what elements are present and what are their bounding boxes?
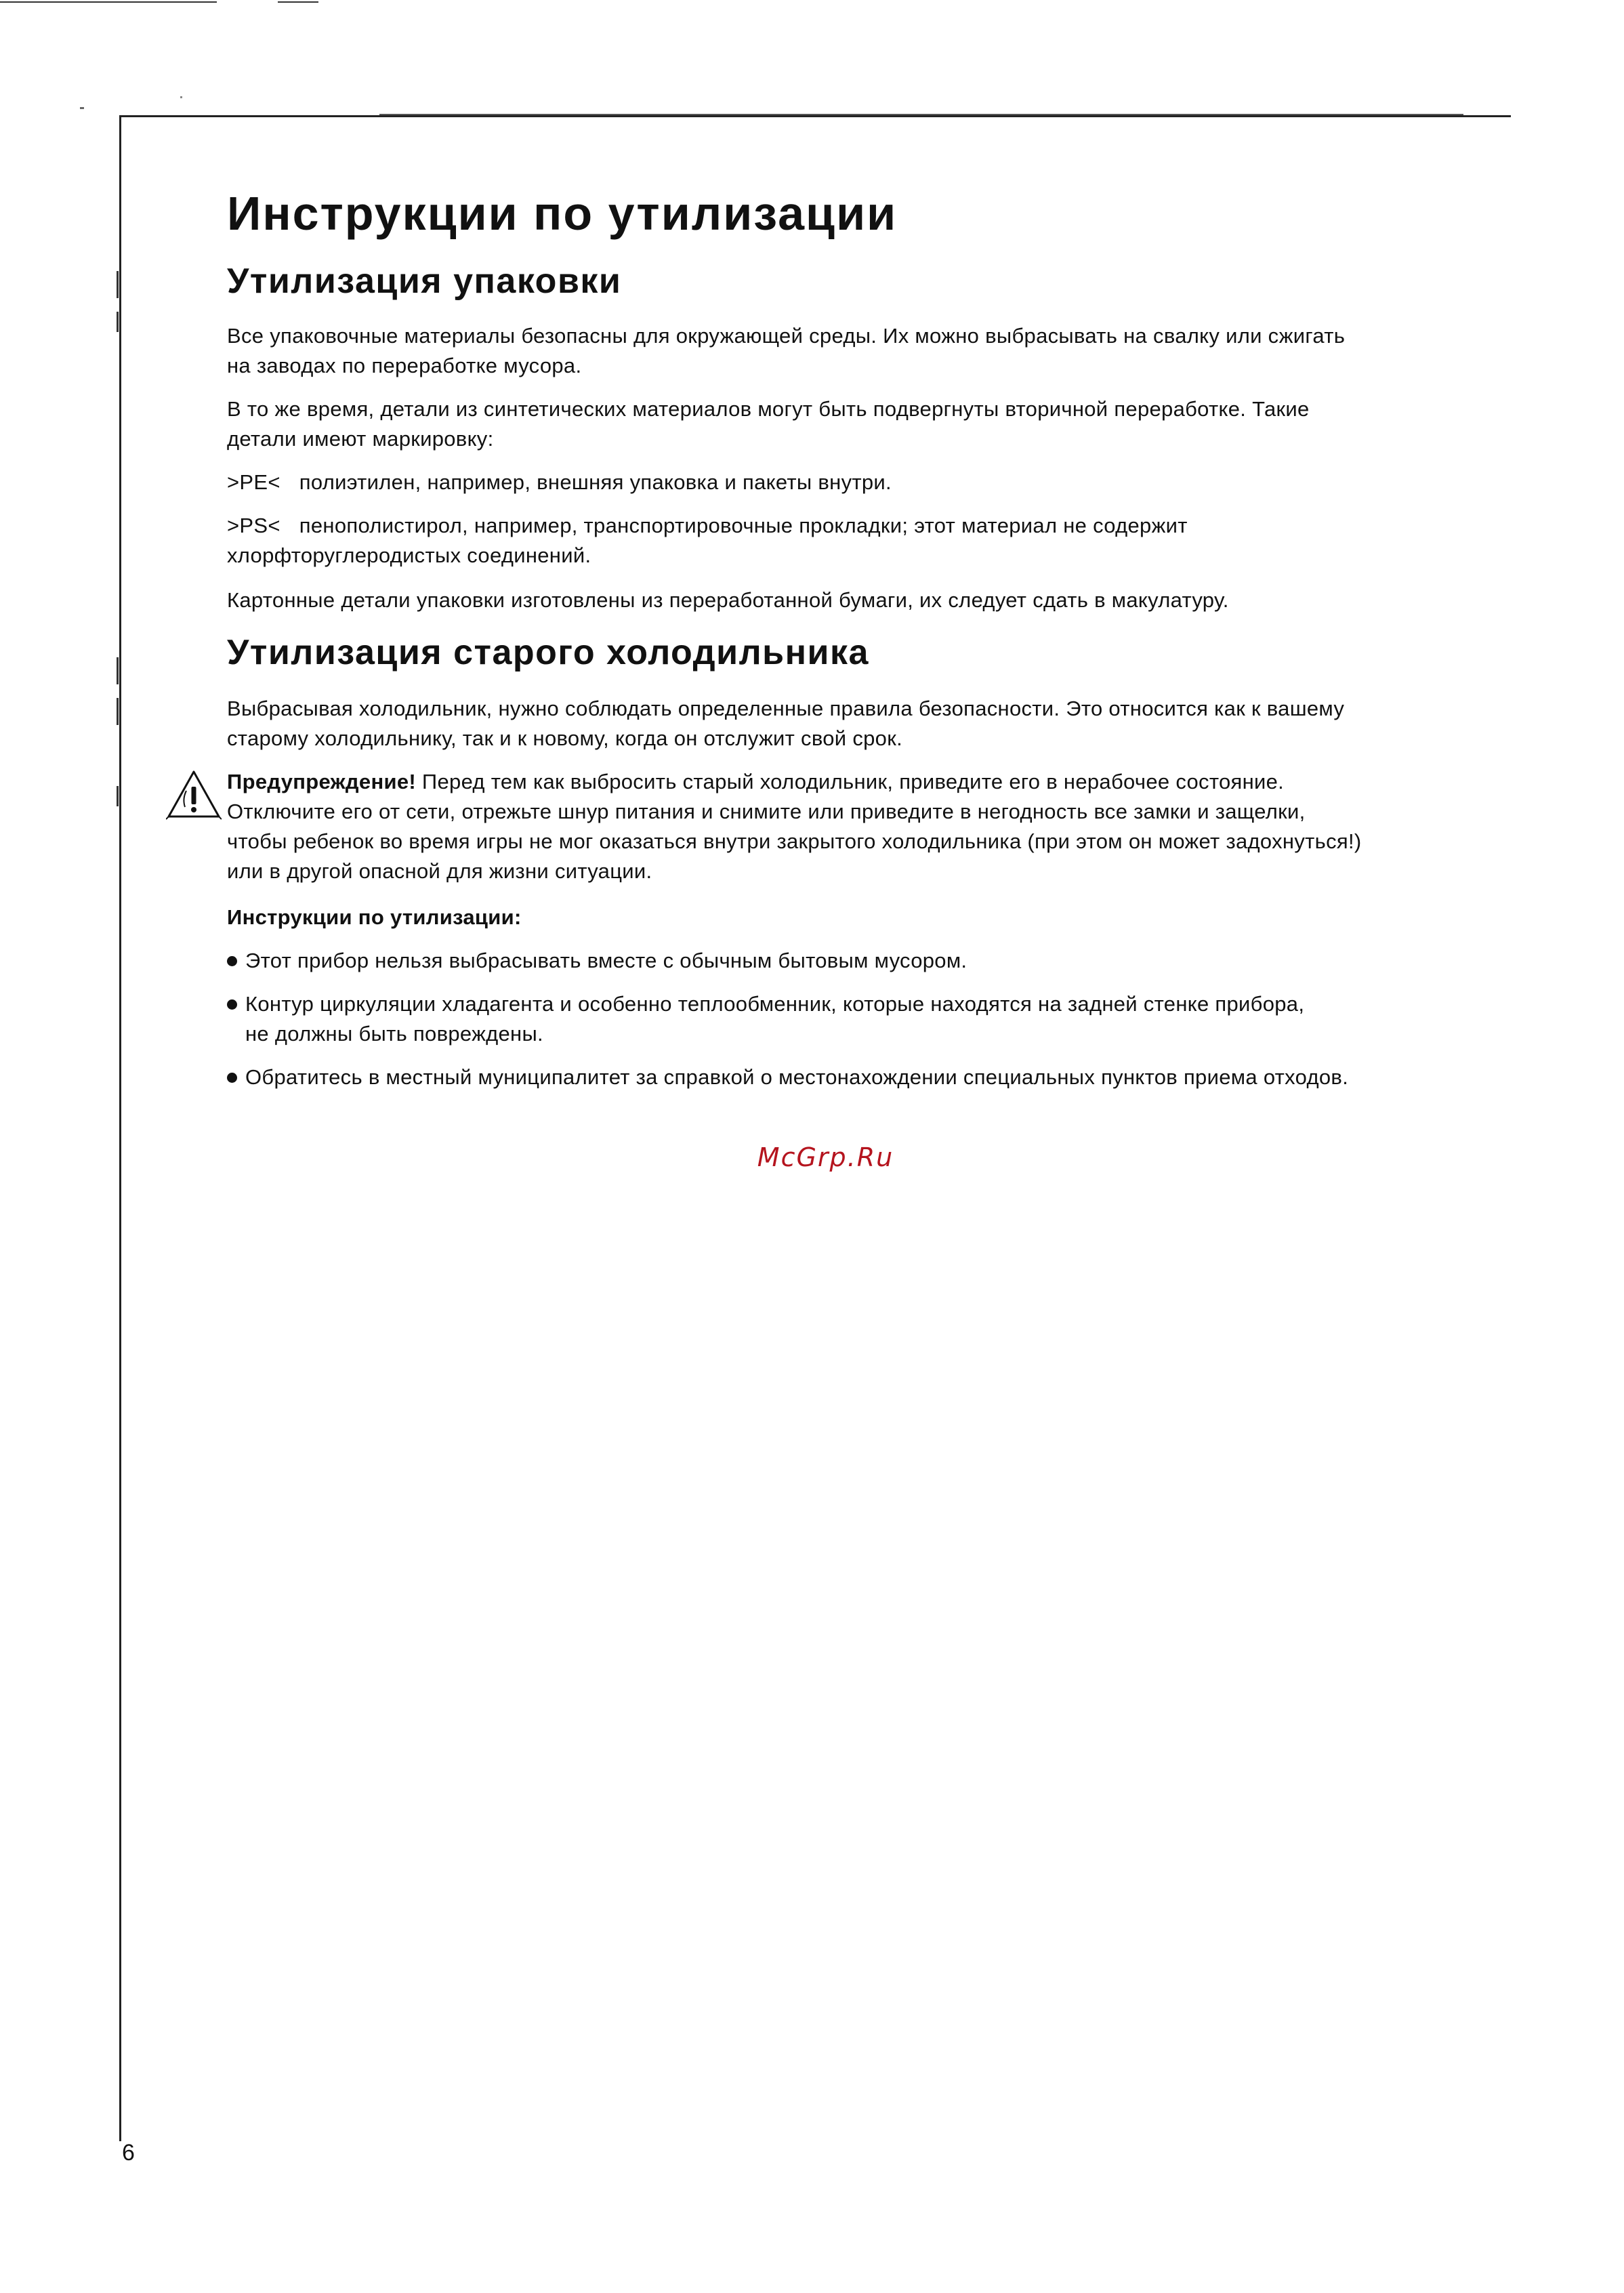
pe-description: полиэтилен, например, внешняя упаковка и пакеты внутри.: [299, 470, 892, 494]
margin-tick: [117, 271, 119, 298]
text-line: Картонные детали упаковки изготовлены из переработанной бумаги, их следует сдать в макулатуру.: [227, 588, 1229, 612]
section-heading-fridge: Утилизация старого холодильника: [227, 633, 869, 672]
warning-lead: Предупреждение!: [227, 770, 416, 793]
pe-code: >PE<: [227, 470, 280, 494]
ps-marking-line: [227, 511, 1487, 541]
text-line: или в другой опасной для жизни ситуации.: [227, 859, 652, 883]
text-line: Отключите его от сети, отрежьте шнур питания и снимите или приведите в негодность все замки и защелки,: [227, 800, 1306, 823]
list-item: [227, 989, 1487, 1049]
text-line: Все упаковочные материалы безопасны для окружающей среды. Их можно выбрасывать на свалку или сжигать: [227, 324, 1346, 348]
scan-artifact-line: [278, 1, 318, 3]
warning-paragraph: [227, 767, 1487, 886]
packaging-paragraph-3: [227, 585, 1487, 615]
margin-tick: [117, 786, 119, 806]
disposal-instructions-heading: [227, 903, 1487, 932]
scan-artifact-line: [0, 1, 217, 3]
list-item-text: [245, 946, 1487, 976]
packaging-paragraph-2: [227, 394, 1487, 454]
subheading: Инструкции по утилизации:: [227, 905, 522, 929]
text-line: на заводах по переработке мусора.: [227, 354, 582, 377]
bullet-icon: [227, 1073, 237, 1083]
watermark: [0, 1142, 1624, 1172]
warning-first-line: [227, 767, 1487, 797]
page-frame-top-rule-overlay: [379, 114, 1463, 115]
page-number: 6: [122, 2140, 135, 2166]
text-line: Обратитесь в местный муниципалитет за справкой о местонахождении специальных пунктов приема отходов.: [245, 1065, 1349, 1089]
scan-artifact-dot: [180, 96, 182, 98]
pe-marking-item: [227, 468, 1487, 497]
margin-tick: [117, 657, 119, 684]
list-item: [227, 1062, 1487, 1092]
section-heading-packaging: Утилизация упаковки: [227, 262, 622, 301]
text-line: Выбрасывая холодильник, нужно соблюдать определенные правила безопасности. Это относится как к вашему: [227, 697, 1345, 720]
warning-text: Перед тем как выбросить старый холодильник, приведите его в нерабочее состояние.: [416, 770, 1285, 793]
text-line: хлорфторуглеродистых соединений.: [227, 543, 591, 567]
text-line: В то же время, детали из синтетических материалов могут быть подвергнуты вторичной переработке. Такие: [227, 397, 1310, 421]
bullet-icon: [227, 999, 237, 1010]
ps-description: пенополистирол, например, транспортировочные прокладки; этот материал не содержит: [299, 514, 1188, 537]
scan-artifact-dot: [80, 107, 84, 109]
text-line: не должны быть повреждены.: [245, 1022, 543, 1046]
fridge-paragraph-1: [227, 694, 1487, 753]
page-frame-top-rule: [119, 115, 1511, 117]
text-line: чтобы ребенок во время игры не мог оказаться внутри закрытого холодильника (при этом он может задохнуться!): [227, 829, 1362, 853]
page-title: Инструкции по утилизации: [227, 187, 898, 240]
text-line: старому холодильнику, так и к новому, когда он отслужит свой срок.: [227, 726, 902, 750]
margin-tick: [117, 698, 119, 725]
warning-triangle-icon: [166, 769, 222, 821]
pe-marking-line: [227, 468, 1487, 497]
margin-tick: [117, 312, 119, 332]
text-line: детали имеют маркировку:: [227, 427, 494, 451]
list-item-text: [245, 989, 1487, 1049]
bullet-icon: [227, 956, 237, 966]
ps-marking-item: [227, 511, 1487, 571]
list-item-text: [245, 1062, 1487, 1092]
text-line: Контур циркуляции хладагента и особенно теплообменник, которые находятся на задней стенке прибора,: [245, 992, 1305, 1016]
watermark-text: McGrp.Ru: [757, 1142, 894, 1172]
list-item: [227, 946, 1487, 976]
text-line: Этот прибор нельзя выбрасывать вместе с обычным бытовым мусором.: [245, 949, 967, 972]
packaging-paragraph-1: [227, 321, 1487, 381]
ps-code: >PS<: [227, 514, 280, 537]
page-frame-left-rule: [119, 115, 121, 2141]
